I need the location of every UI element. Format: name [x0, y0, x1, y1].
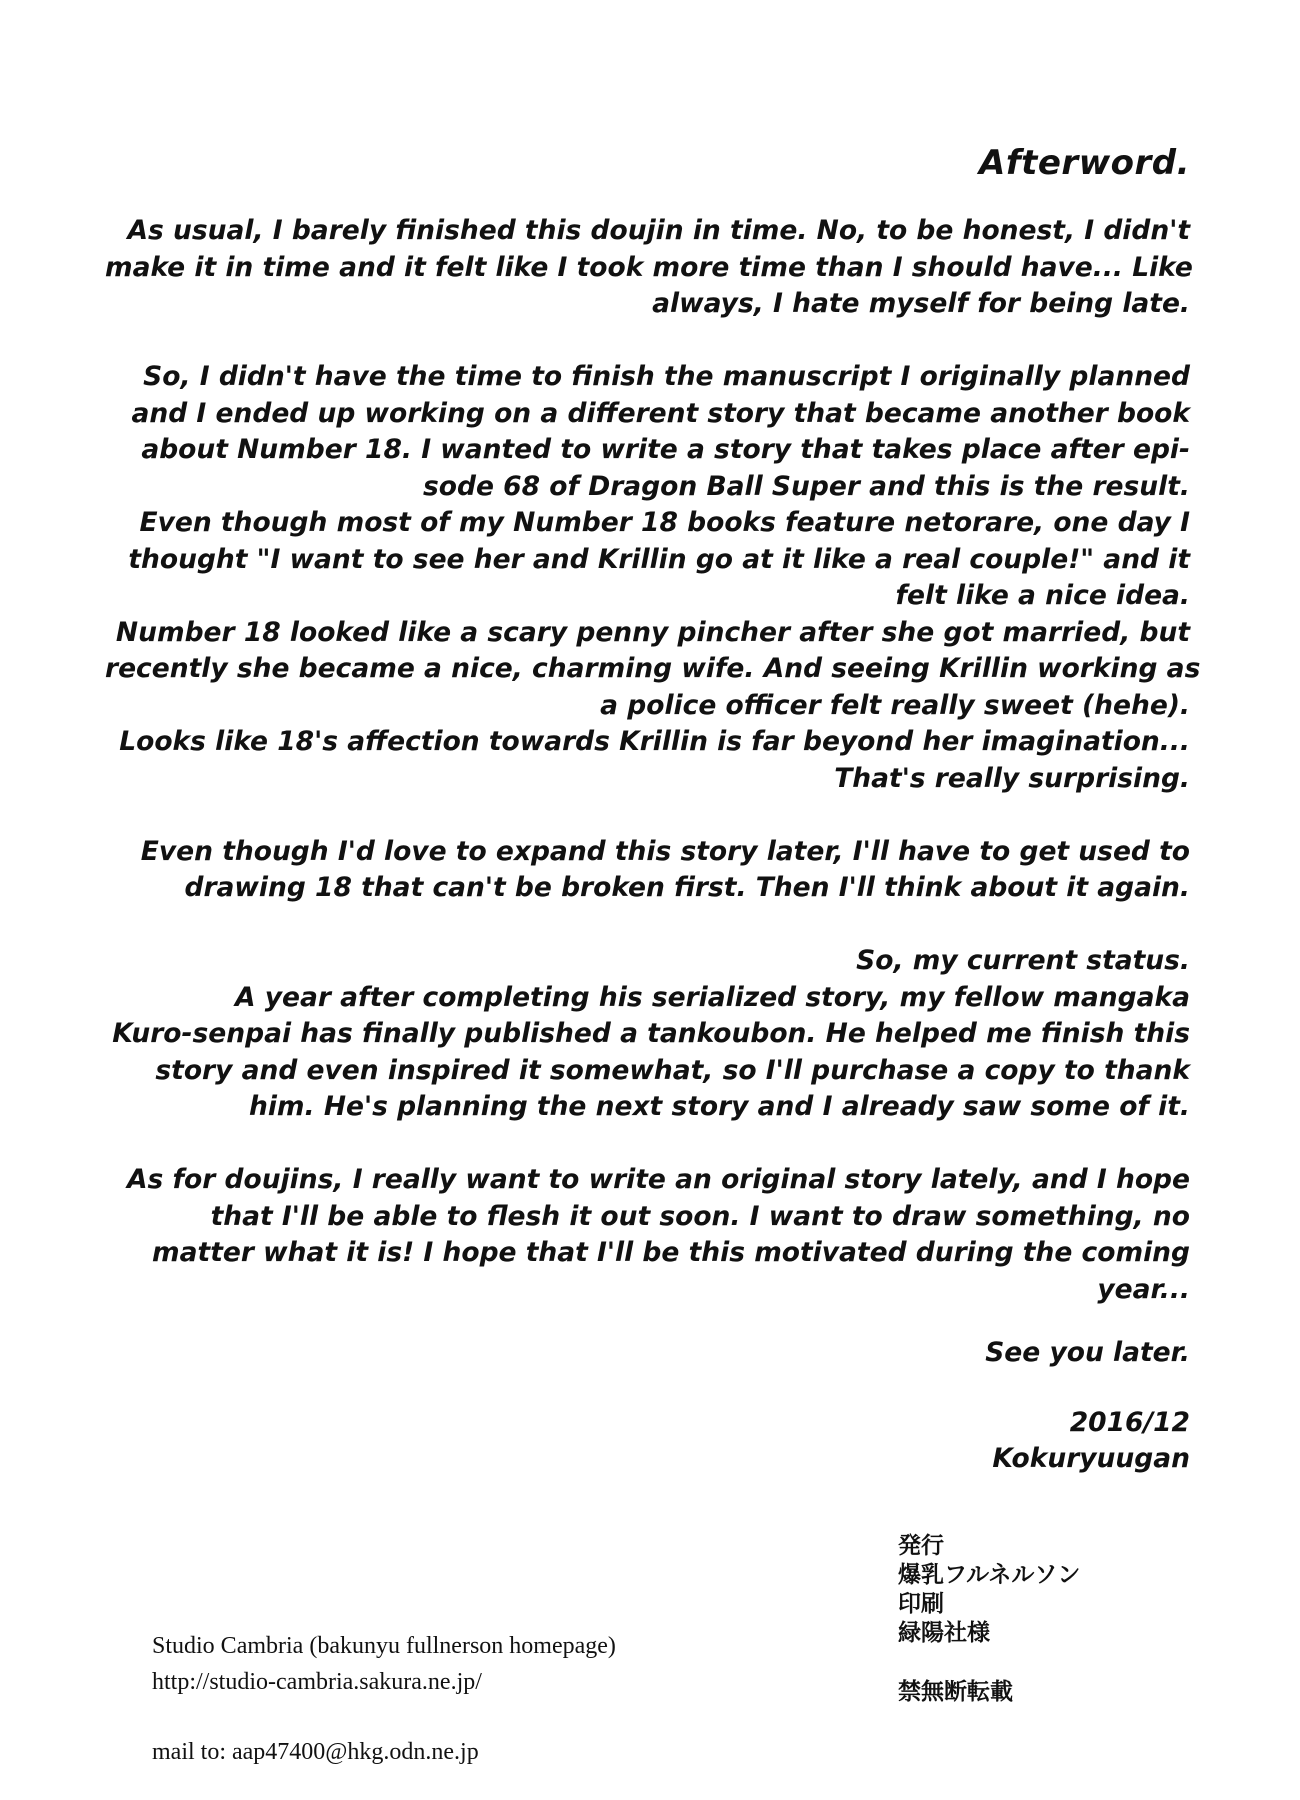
- text-line: Number 18 looked like a scary penny pincher after she got married, but: [115, 616, 1190, 648]
- colophon: [898, 1532, 1080, 1707]
- text-line: Kuro-senpai has finally published a tankoubon. He helped me finish this: [112, 1018, 1190, 1049]
- text-line: As usual, I barely finished this doujin in time. No, to be honest, I didn't: [127, 215, 1190, 246]
- colophon-line: 爆乳フルネルソン: [898, 1562, 1081, 1588]
- text-line: thought "I want to see her and Krillin go at it like a real couple!" and it: [128, 543, 1190, 575]
- text-line: So, I didn't have the time to finish the manuscript I originally planned: [143, 361, 1190, 392]
- text-line: year...: [1097, 1273, 1190, 1305]
- text-line: about Number 18. I wanted to write a story that takes place after epi-: [141, 434, 1190, 465]
- text-line: So, my current status.: [856, 945, 1190, 976]
- text-line: a police officer felt really sweet (hehe).: [600, 689, 1190, 721]
- paragraph: [105, 943, 1190, 1126]
- colophon-line: 発行: [898, 1533, 944, 1559]
- text-line: Even though most of my Number 18 books feature netorare, one day I: [139, 507, 1190, 538]
- author-name: Kokuryuugan: [992, 1443, 1190, 1474]
- closing-line: See you later.: [985, 1337, 1190, 1368]
- studio-name: Studio Cambria (bakunyu fullnerson homepage): [152, 1633, 616, 1659]
- colophon-line: 緑陽社様: [898, 1620, 990, 1646]
- text-line: drawing 18 that can't be broken first. Then I'll think about it again.: [184, 872, 1190, 903]
- colophon-line: 印刷: [898, 1591, 944, 1617]
- text-line: that I'll be able to flesh it out soon. I want to draw something, no: [210, 1200, 1190, 1232]
- page-title: Afterword.: [979, 143, 1190, 183]
- text-line: felt like a nice idea.: [895, 580, 1190, 611]
- paragraph: [105, 1162, 1190, 1308]
- paragraph: [105, 834, 1190, 907]
- text-line: make it in time and it felt like I took more time than I should have... Like: [105, 251, 1193, 283]
- text-line: matter what it is! I hope that I'll be this motivated during the coming: [152, 1237, 1190, 1268]
- text-line: That's really surprising.: [834, 762, 1190, 794]
- text-line: story and even inspired it somewhat, so I'll purchase a copy to thank: [155, 1054, 1190, 1086]
- paragraph: [105, 213, 1193, 323]
- text-line: sode 68 of Dragon Ball Super and this is the result.: [423, 470, 1190, 502]
- text-line: recently she became a nice, charming wife. And seeing Krillin working as: [105, 653, 1201, 684]
- text-line: Looks like 18's affection towards Krillin is far beyond her imagination...: [119, 726, 1190, 757]
- paragraph: [105, 359, 1201, 797]
- text-line: him. He's planning the next story and I already saw some of it.: [248, 1091, 1190, 1122]
- studio-url: http://studio-cambria.sakura.ne.jp/: [152, 1669, 482, 1695]
- text-line: always, I hate myself for being late.: [652, 288, 1190, 319]
- studio-mail: mail to: aap47400@hkg.odn.ne.jp: [152, 1739, 479, 1765]
- copyright-notice: 禁無断転載: [898, 1679, 1013, 1705]
- text-line: Even though I'd love to expand this story later, I'll have to get used to: [140, 835, 1190, 867]
- studio-info: [152, 1628, 616, 1770]
- text-line: As for doujins, I really want to write an original story lately, and I hope: [127, 1164, 1190, 1195]
- date: 2016/12: [1069, 1407, 1190, 1438]
- text-line: and I ended up working on a different story that became another book: [131, 397, 1190, 429]
- afterword-body: [105, 213, 1201, 1345]
- signature-block: [992, 1405, 1190, 1477]
- text-line: A year after completing his serialized story, my fellow mangaka: [235, 981, 1190, 1013]
